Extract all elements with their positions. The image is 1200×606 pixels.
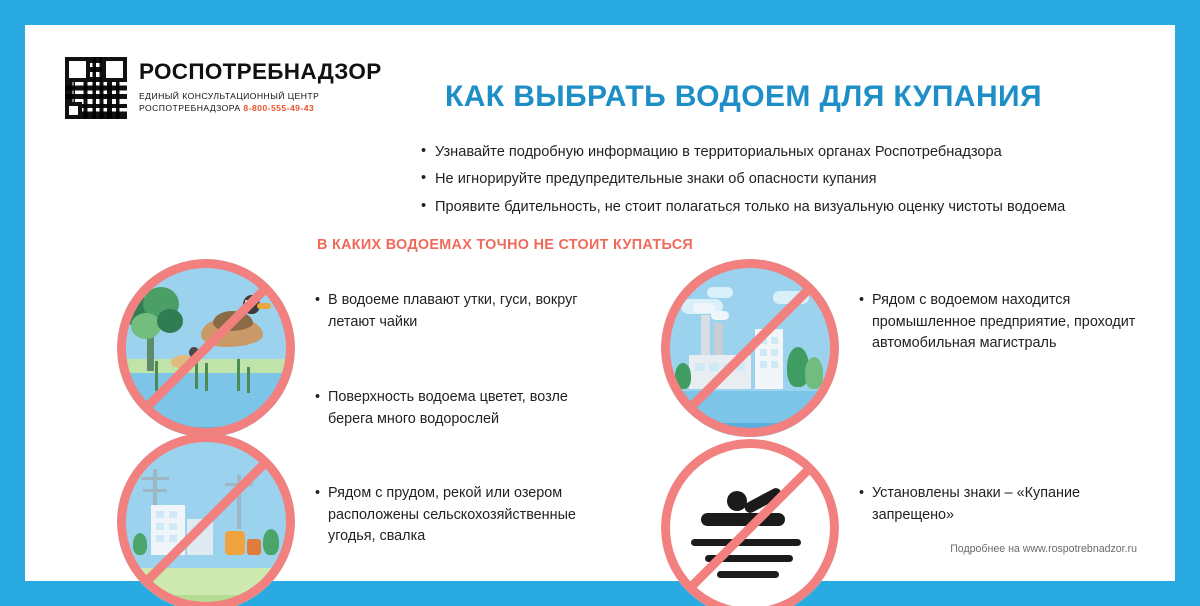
no-waterfowl-sign — [117, 259, 295, 437]
qr-code-icon — [65, 57, 127, 119]
logo-block — [65, 55, 382, 119]
list-item: • Не игнорируйте предупредительные знаки об опасности купания — [421, 172, 1161, 187]
section-title: В КАКИХ ВОДОЕМАХ ТОЧНО НЕ СТОИТ КУПАТЬСЯ — [317, 237, 694, 253]
logo-title: РОСПОТРЕБНАДЗОР — [139, 59, 382, 84]
no-agricultural-land-sign — [117, 433, 295, 606]
poster-card — [25, 25, 1175, 581]
list-item: • Узнавайте подробную информацию в территориальных органах Роспотребнадзора — [421, 145, 1161, 160]
hotline-phone: 8-800-555-49-43 — [243, 103, 315, 114]
logo-subtitle-line1: ЕДИНЫЙ КОНСУЛЬТАЦИОННЫЙ ЦЕНТР — [139, 91, 320, 101]
item-text-waterfowl: • В водоеме плавают утки, гуси, вокруг летают чайки — [315, 290, 615, 333]
logo-subtitle-line2: РОСПОТРЕБНАДЗОРА — [139, 103, 241, 114]
swimmer-illustration — [661, 439, 839, 606]
logo-text — [139, 55, 382, 115]
item-text-agriculture: • Рядом с прудом, рекой или озером расположены сельскохозяйственные угодья, свалка — [315, 483, 615, 548]
item-text-algae: • Поверхность водоема цветет, возле берега много водорослей — [315, 387, 615, 430]
list-item: • Проявите бдительность, не стоит полагаться только на визуальную оценку чистоты водоема — [421, 200, 1161, 215]
no-industry-sign — [661, 259, 839, 437]
footer-note: Подробнее на www.rospotrebnadzor.ru — [950, 543, 1137, 555]
factory-illustration — [661, 259, 839, 437]
no-swimming-sign — [661, 439, 839, 606]
agriculture-illustration — [117, 433, 295, 606]
top-advice-list — [421, 145, 1161, 227]
logo-subtitle — [139, 90, 382, 115]
item-text-signs: • Установлены знаки – «Купание запрещено» — [859, 483, 1149, 526]
page-title: КАК ВЫБРАТЬ ВОДОЕМ ДЛЯ КУПАНИЯ — [445, 80, 1042, 113]
pond-birds-illustration — [117, 259, 295, 437]
item-text-industry: • Рядом с водоемом находится промышленное предприятие, проходит автомобильная магистраль — [859, 290, 1159, 355]
